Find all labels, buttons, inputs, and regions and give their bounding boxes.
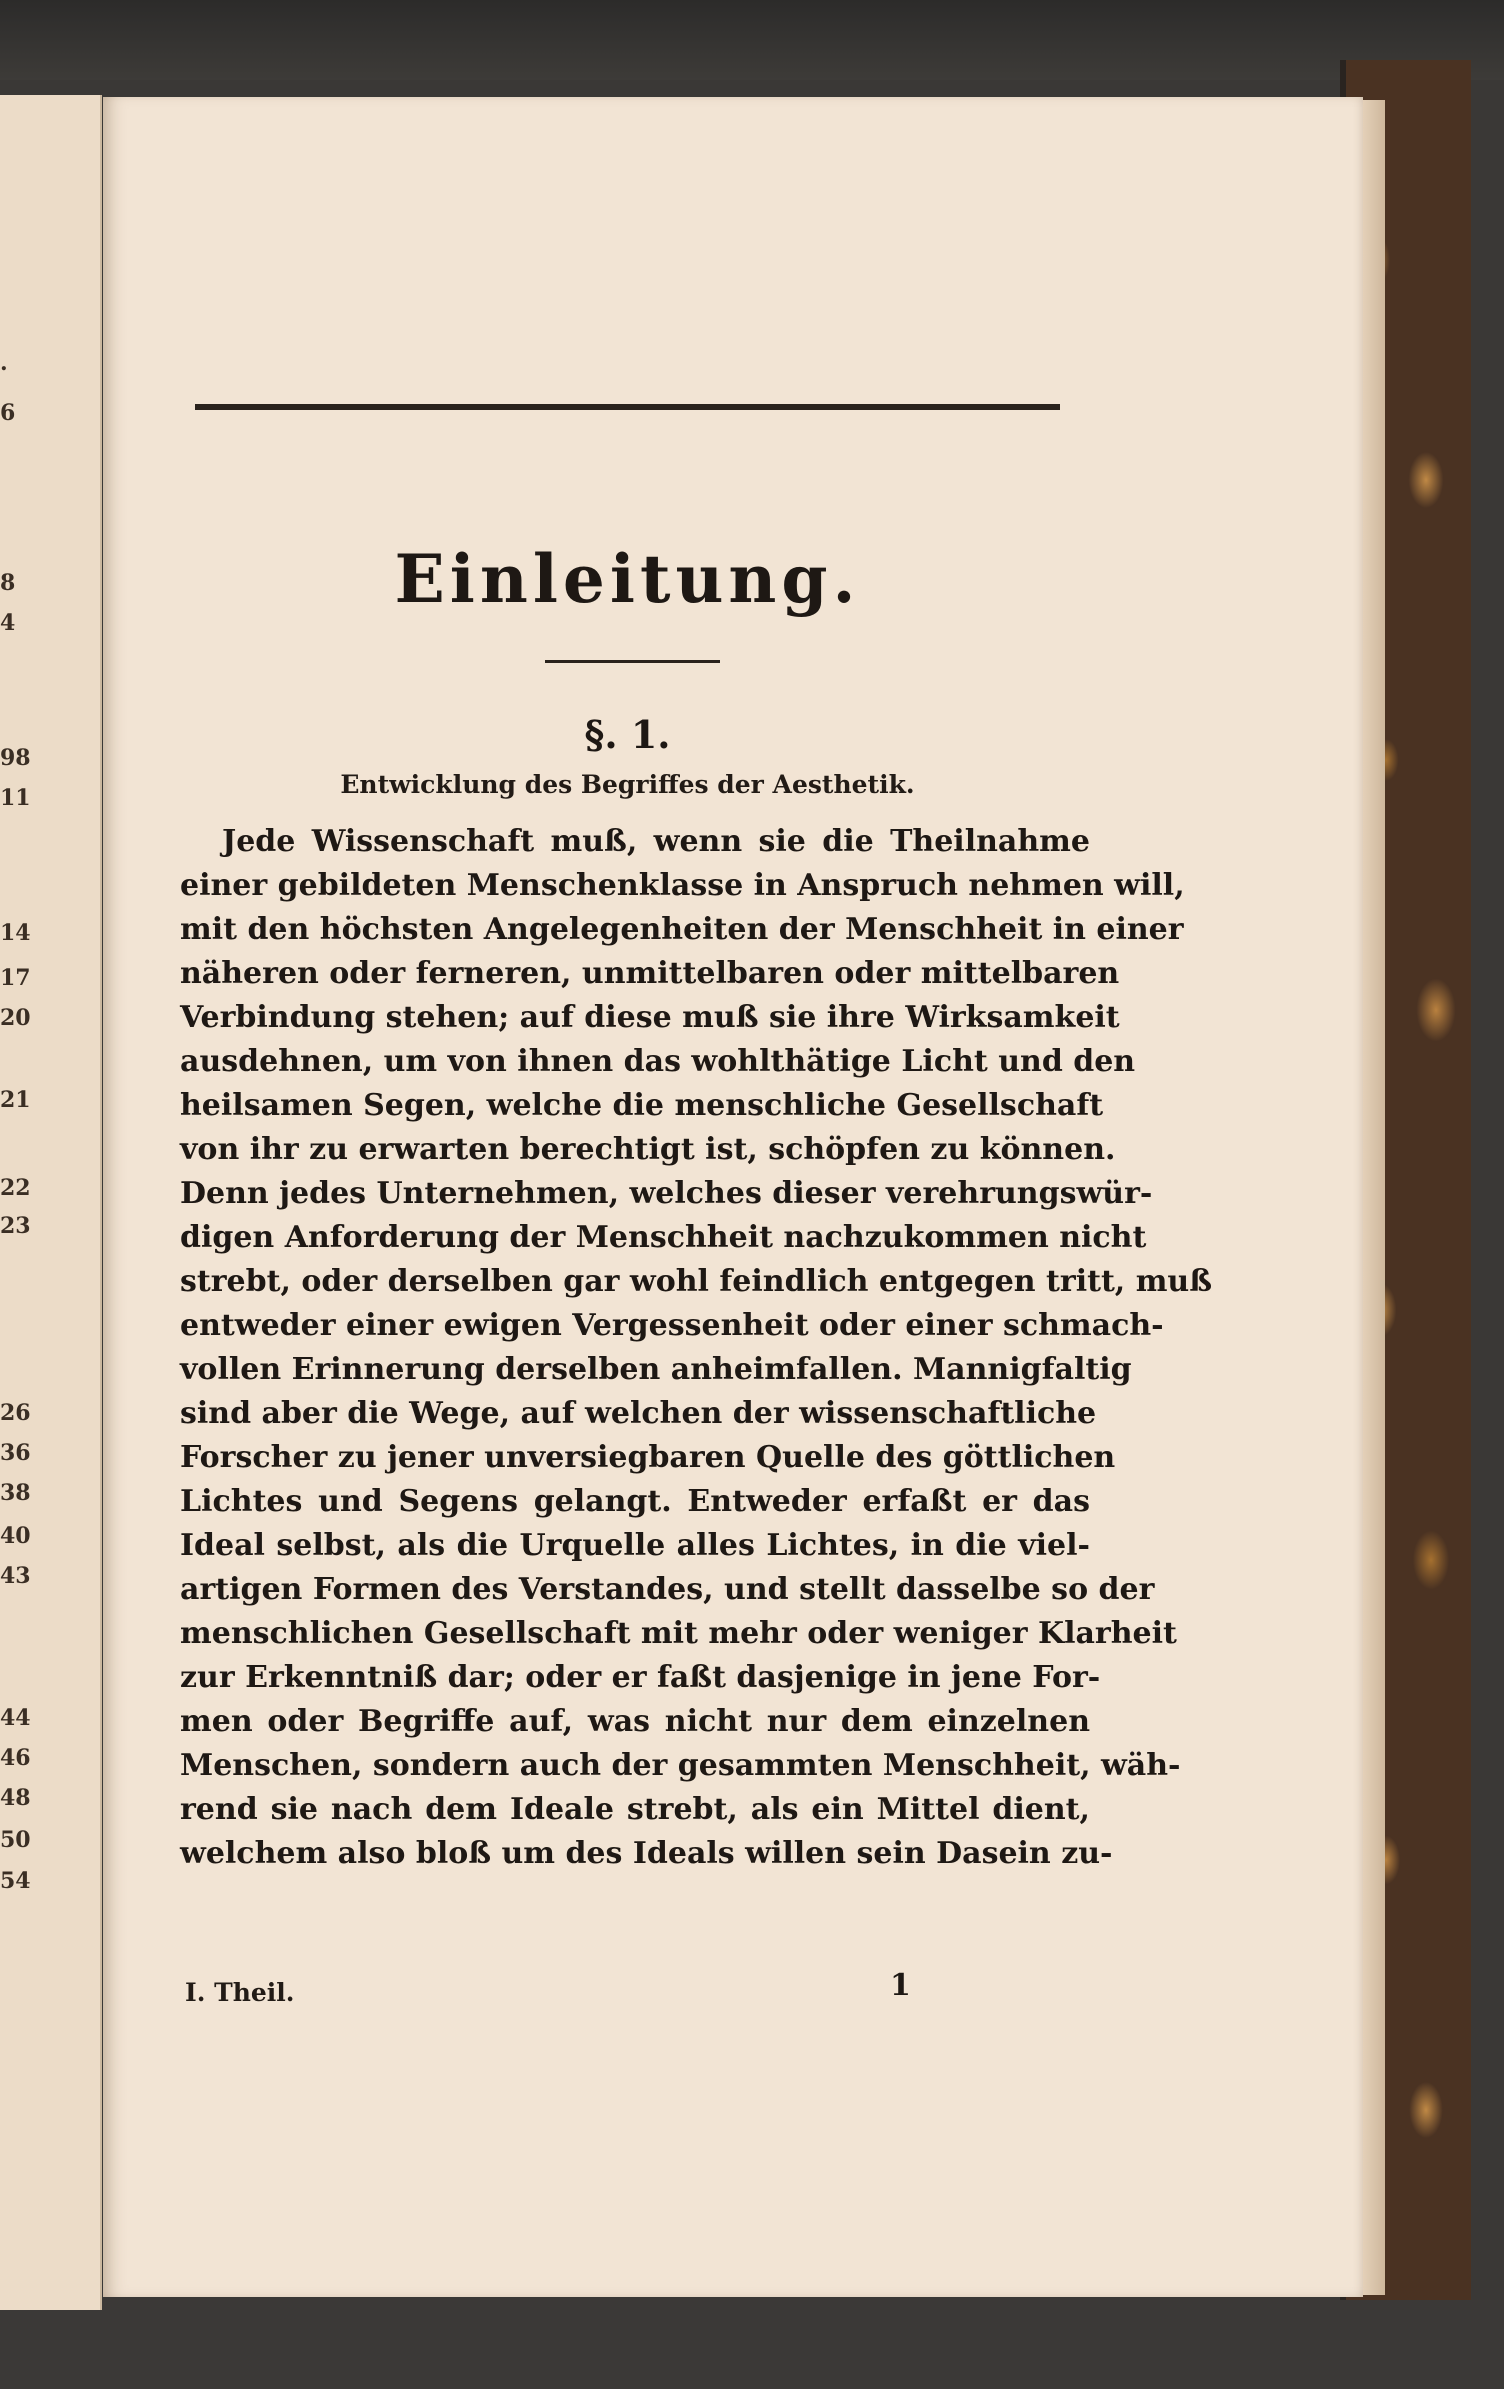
body-line: strebt, oder derselben gar wohl feindlich entgegen tritt, muß bbox=[180, 1264, 1213, 1299]
previous-page-number: 22 bbox=[0, 1175, 31, 1201]
previous-page-number: 14 bbox=[0, 920, 31, 946]
body-line: einer gebildeten Menschenklasse in Anspruch nehmen will, bbox=[180, 868, 1185, 903]
body-line: mit den höchsten Angelegenheiten der Menschheit in einer bbox=[180, 912, 1184, 947]
body-line: Ideal selbst, als die Urquelle alles Lichtes, in die viel- bbox=[180, 1528, 1090, 1563]
previous-page-number: 4 bbox=[0, 610, 16, 636]
previous-page-number: 54 bbox=[0, 1868, 31, 1894]
body-line: entweder einer ewigen Vergessenheit oder einer schmach- bbox=[180, 1308, 1164, 1343]
body-line: Verbindung stehen; auf diese muß sie ihre Wirksamkeit bbox=[180, 1000, 1120, 1035]
previous-page-number: 11 bbox=[0, 785, 31, 811]
background-strip bbox=[0, 0, 1504, 80]
body-line: sind aber die Wege, auf welchen der wissenschaftliche bbox=[180, 1396, 1097, 1431]
body-line: näheren oder ferneren, unmittelbaren oder mittelbaren bbox=[180, 956, 1120, 991]
body-line: digen Anforderung der Menschheit nachzukommen nicht bbox=[180, 1220, 1147, 1255]
body-line: Menschen, sondern auch der gesammten Menschheit, wäh- bbox=[180, 1748, 1181, 1783]
previous-page-number: 43 bbox=[0, 1563, 31, 1589]
previous-page-number: 17 bbox=[0, 965, 31, 991]
chapter-heading: Einleitung. bbox=[394, 540, 861, 618]
heading-divider bbox=[545, 660, 720, 663]
previous-page-number: . bbox=[0, 350, 8, 376]
background-bottom bbox=[0, 2300, 1504, 2389]
previous-page-number: 98 bbox=[0, 745, 31, 771]
previous-page-number: 48 bbox=[0, 1785, 31, 1811]
page-number: 1 bbox=[890, 1968, 911, 2003]
body-line: men oder Begriffe auf, was nicht nur dem einzelnen bbox=[180, 1704, 1090, 1739]
body-line: heilsamen Segen, welche die menschliche Gesellschaft bbox=[180, 1088, 1104, 1123]
body-line: zur Erkenntniß dar; oder er faßt dasjenige in jene For- bbox=[180, 1660, 1101, 1695]
previous-page-number: 46 bbox=[0, 1745, 31, 1771]
body-line: Lichtes und Segens gelangt. Entweder erfaßt er das bbox=[180, 1484, 1090, 1519]
signature-mark: I. Theil. bbox=[185, 1978, 295, 2007]
previous-page-number: 44 bbox=[0, 1705, 31, 1731]
section-number: §. 1. bbox=[584, 712, 671, 757]
body-line: welchem also bloß um des Ideals willen sein Dasein zu- bbox=[180, 1836, 1113, 1871]
previous-page-number: 21 bbox=[0, 1087, 31, 1113]
body-line: vollen Erinnerung derselben anheimfallen. Mannigfaltig bbox=[180, 1352, 1132, 1387]
body-line: von ihr zu erwarten berechtigt ist, schöpfen zu können. bbox=[180, 1132, 1116, 1167]
previous-page-number: 36 bbox=[0, 1440, 31, 1466]
previous-page-number: 40 bbox=[0, 1523, 31, 1549]
previous-page-number: 20 bbox=[0, 1005, 31, 1031]
previous-page-number: 8 bbox=[0, 570, 16, 596]
body-line: rend sie nach dem Ideale strebt, als ein Mittel dient, bbox=[180, 1792, 1090, 1827]
body-line: Jede Wissenschaft muß, wenn sie die Theilnahme bbox=[222, 824, 1090, 859]
page-edge bbox=[1363, 100, 1385, 2295]
body-line: artigen Formen des Verstandes, und stellt dasselbe so der bbox=[180, 1572, 1155, 1607]
body-line: Forscher zu jener unversiegbaren Quelle des göttlichen bbox=[180, 1440, 1116, 1475]
header-rule bbox=[195, 404, 1060, 410]
previous-page-number: 26 bbox=[0, 1400, 31, 1426]
previous-page-edge bbox=[0, 95, 102, 2310]
previous-page-number: 6 bbox=[0, 400, 16, 426]
previous-page-number: 23 bbox=[0, 1213, 31, 1239]
section-title: Entwicklung des Begriffes der Aesthetik. bbox=[340, 770, 915, 799]
previous-page-number: 38 bbox=[0, 1480, 31, 1506]
body-line: ausdehnen, um von ihnen das wohlthätige Licht und den bbox=[180, 1044, 1136, 1079]
body-line: Denn jedes Unternehmen, welches dieser verehrungswür- bbox=[180, 1176, 1153, 1211]
body-line: menschlichen Gesellschaft mit mehr oder weniger Klarheit bbox=[180, 1616, 1177, 1651]
previous-page-number: 50 bbox=[0, 1827, 31, 1853]
